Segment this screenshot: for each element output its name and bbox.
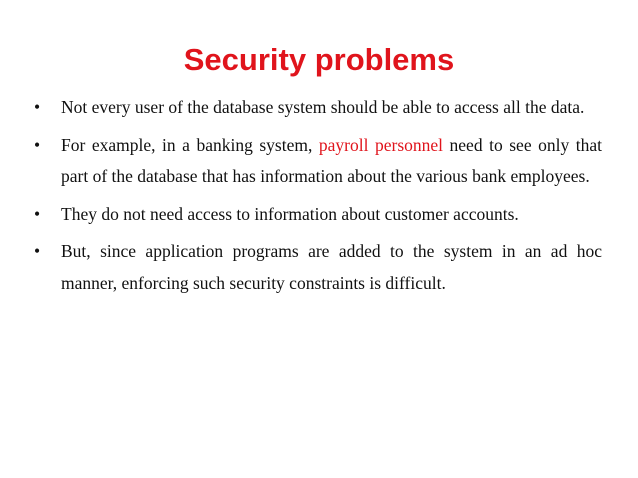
bullet-text: But, since application programs are added to the system in an ad hoc manner, enforcing such security constraints is difficult. (61, 241, 602, 293)
bullet-item-1 (34, 92, 602, 124)
bullet-text-after: need to see only that part of the database that has information about the various bank employees. (61, 134, 602, 186)
bullet-text: Not every user of the database system should be able to access all the data. (61, 97, 585, 117)
bullet-marker: • (34, 97, 41, 117)
bullet-marker: • (34, 241, 41, 261)
highlight-payroll-personnel: payroll personnel (318, 134, 444, 155)
bullet-list (34, 92, 602, 305)
bullet-item-4 (34, 236, 602, 299)
bullet-item-3 (34, 199, 602, 231)
bullet-text: They do not need access to information about customer accounts. (61, 203, 519, 224)
bullet-marker: • (34, 134, 41, 155)
bullet-item-2 (34, 130, 602, 193)
bullet-text-before: For example, in a banking system, (61, 134, 319, 155)
bullet-marker: • (34, 203, 41, 224)
slide-title: Security problems (183, 42, 455, 77)
